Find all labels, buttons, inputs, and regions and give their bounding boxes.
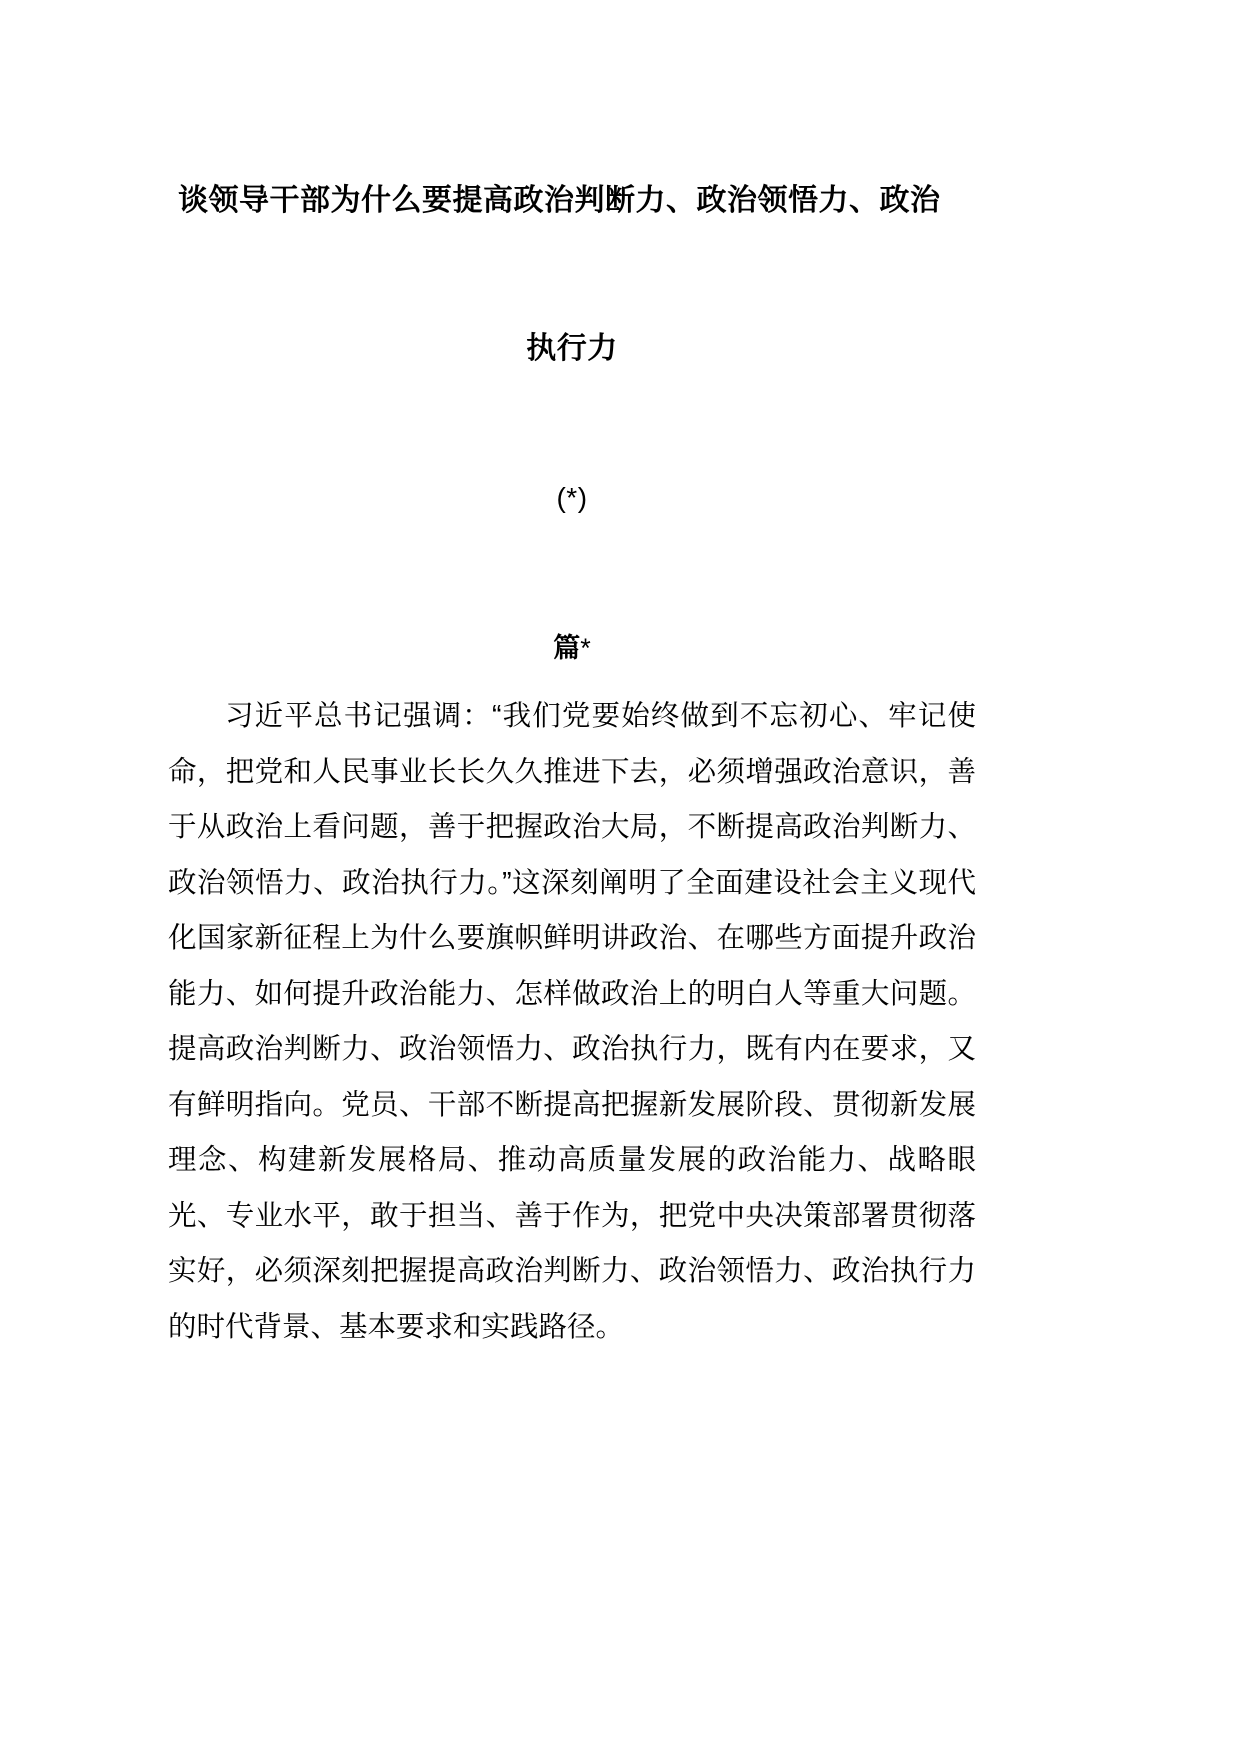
page-title-line-1: 谈领导干部为什么要提高政治判断力、政治领悟力、政治: [178, 184, 941, 217]
section-heading-label: 篇: [553, 633, 581, 663]
page-title-line-2: 执行力: [526, 332, 618, 365]
section-heading: [168, 626, 976, 665]
document-content: [168, 0, 976, 1384]
author-placeholder-mark: (*): [556, 482, 588, 513]
section-heading-star: *: [580, 633, 591, 663]
body-paragraph: 习近平总书记强调：“我们党要始终做到不忘初心、牢记使命，把党和人民事业长长久久推进下去，必须增强政治意识，善于从政治上看问题，善于把握政治大局，不断提高政治判断力、政治领悟力、政治执行力。”这深刻阐明了全面建设社会主义现代化国家新征程上为什么要旗帜鲜明讲政治、在哪些方面提升政治能力、如何提升政治能力、怎样做政治上的明白人等重大问题。提高政治判断力、政治领悟力、政治执行力，既有内在要求，又有鲜明指向。党员、干部不断提高把握新发展阶段、贯彻新发展理念、构建新发展格局、推动高质量发展的政治能力、战略眼光、专业水平，敢于担当、善于作为，把党中央决策部署贯彻落实好，必须深刻把握提高政治判断力、政治领悟力、政治执行力的时代背景、基本要求和实践路径。: [168, 700, 976, 1343]
